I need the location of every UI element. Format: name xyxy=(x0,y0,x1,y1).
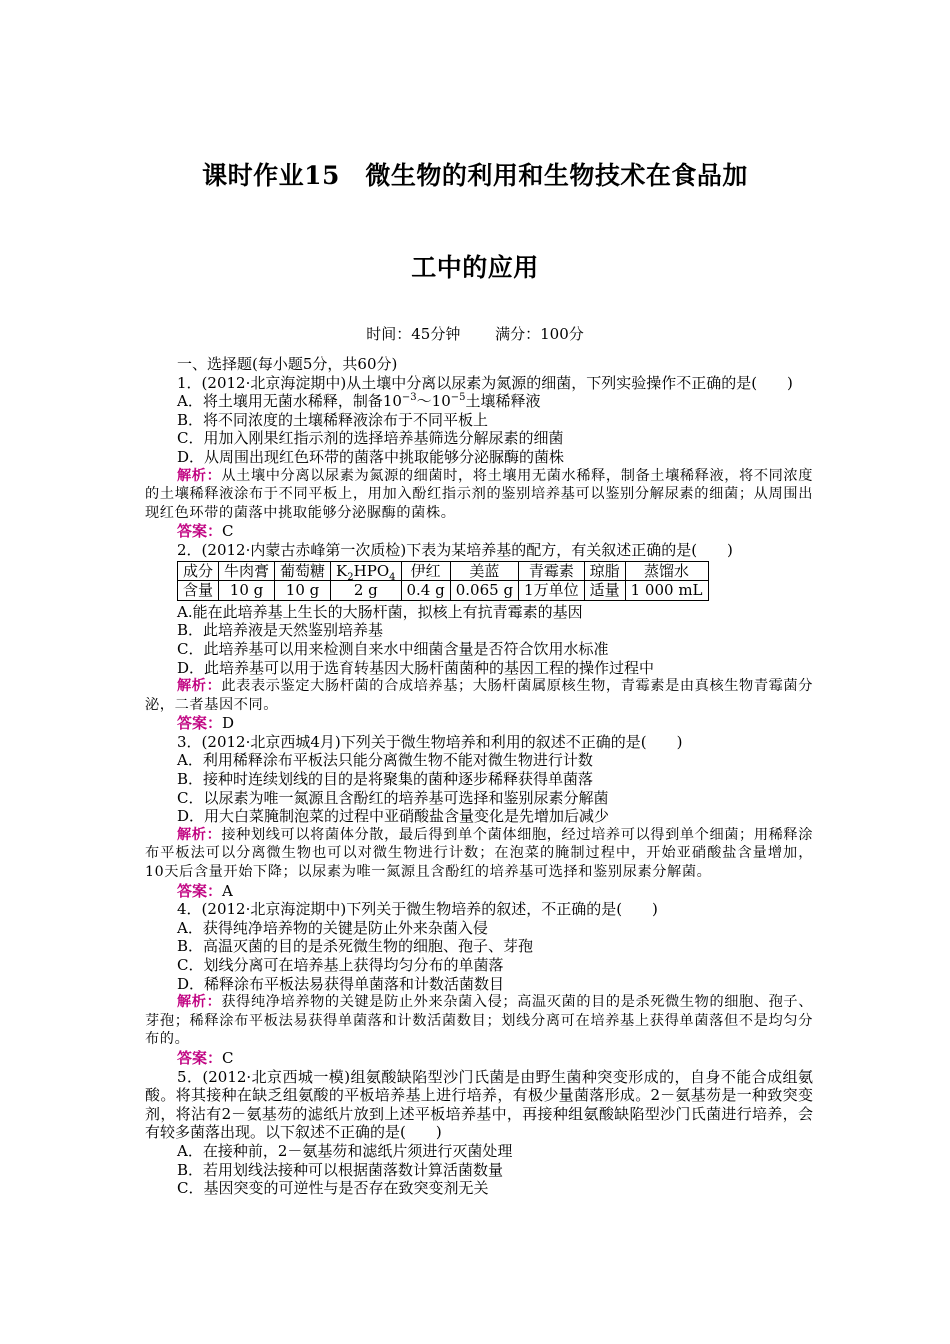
q2-answer-value: D xyxy=(222,714,235,733)
q1-answer xyxy=(145,522,813,541)
document-body xyxy=(145,355,813,1198)
table-cell: 蒸馏水 xyxy=(625,561,708,581)
q5-option-c: C．基因突变的可逆性与是否存在致突变剂无关 xyxy=(177,1179,489,1198)
table-cell: 牛肉膏 xyxy=(219,561,275,581)
q4-analysis-text: 获得纯净培养物的关键是防止外来杂菌入侵；高温灭菌的目的是杀死微生物的细胞、孢子、芽孢；稀释涂布平板法易获得单菌落和计数活菌数目；划线分离可在培养基上获得单菌落但不是均匀分布的。 xyxy=(145,994,813,1048)
table-cell: 伊红 xyxy=(401,561,450,581)
q1-a-mid: ～10 xyxy=(416,392,451,411)
q4-analysis xyxy=(145,993,813,1049)
q2-analysis-text: 此表表示鉴定大肠杆菌的合成培养基；大肠杆菌属原核生物，青霉素是由真核生物青霉菌分泌，二者基因不同。 xyxy=(145,678,813,713)
q5-option-b: B．若用划线法接种可以根据菌落数计算活菌数量 xyxy=(177,1160,504,1179)
table-cell: 美蓝 xyxy=(450,561,518,581)
q1-a-exp1: −3 xyxy=(401,392,417,404)
table-cell: 0.065 g xyxy=(450,581,518,601)
q1-option-b: B．将不同浓度的土壤稀释液涂布于不同平板上 xyxy=(177,410,489,429)
answer-label: 答案： xyxy=(177,881,223,900)
q3-option-c: C．以尿素为唯一氮源且含酚红的培养基可选择和鉴别尿素分解菌 xyxy=(177,788,609,807)
page-title-line-1: 课时作业15 微生物的利用和生物技术在食品加 xyxy=(202,161,748,190)
q5-option-a: A．在接种前，2－氨基芴和滤纸片须进行灭菌处理 xyxy=(177,1141,513,1160)
page-title-line-2: 工中的应用 xyxy=(411,253,539,282)
q1-stem: 1．(2012·北京海淀期中)从土壤中分离以尿素为氮源的细菌，下列实验操作不正确的是( ) xyxy=(177,373,793,392)
q3-analysis-text: 接种划线可以将菌体分散，最后得到单个菌体细胞，经过培养可以得到单个细菌；用稀释涂布平板法可以分离微生物也可以对微生物进行计数；在泡菜的腌制过程中，开始亚硝酸盐含量增加，10天后含量开始下降；以尿素为唯一氮源且含酚红的培养基可选择和鉴别尿素分解菌。 xyxy=(145,826,813,881)
answer-label: 答案： xyxy=(177,714,223,733)
q2-option-b: B．此培养液是天然鉴别培养基 xyxy=(177,621,384,640)
answer-label: 答案： xyxy=(177,522,223,541)
table-cell: 0.4 g xyxy=(401,581,450,601)
q2-analysis xyxy=(145,677,813,714)
q3-option-d: D．用大白菜腌制泡菜的过程中亚硝酸盐含量变化是先增加后减少 xyxy=(177,807,610,826)
table-cell: 成分 xyxy=(178,561,219,581)
time-limit: 时间：45分钟 xyxy=(366,325,461,343)
table-cell: 1万单位 xyxy=(519,581,585,601)
q2-option-a: A.能在此培养基上生长的大肠杆菌，拟核上有抗青霉素的基因 xyxy=(177,602,583,621)
q3-analysis xyxy=(145,826,813,882)
q1-analysis xyxy=(145,467,813,523)
q4-answer-value: C xyxy=(222,1048,234,1067)
analysis-label: 解析： xyxy=(177,994,222,1011)
q3-answer-value: A xyxy=(222,881,233,900)
q2-option-d: D．此培养基可以用于选育转基因大肠杆菌菌种的基因工程的操作过程中 xyxy=(177,658,655,677)
formula-k: K xyxy=(336,561,348,580)
formula-sub-2: 2 xyxy=(347,571,354,583)
table-cell: 10 g xyxy=(275,581,331,601)
q4-stem: 4．(2012·北京海淀期中)下列关于微生物培养的叙述，不正确的是( ) xyxy=(177,900,658,919)
table-cell: 适量 xyxy=(584,581,625,601)
q1-answer-value: C xyxy=(222,522,234,541)
table-cell-k2hpo4 xyxy=(331,561,401,581)
q1-analysis-text: 从土壤中分离以尿素为氮源的细菌时，将土壤用无菌水稀释，制备土壤稀释液，将不同浓度的土壤稀释液涂布于不同平板上，用加入酚红指示剂的鉴别培养基可以鉴别分解尿素的细菌；从周围出现红色环带的菌落中挑取能够分泌脲酶的菌株。 xyxy=(145,467,813,521)
table-cell: 含量 xyxy=(178,581,219,601)
table-row xyxy=(178,561,709,581)
q2-answer xyxy=(145,714,813,733)
q1-option-a xyxy=(145,392,813,411)
exam-meta xyxy=(0,323,950,344)
analysis-label: 解析： xyxy=(177,467,222,484)
table-cell: 葡萄糖 xyxy=(275,561,331,581)
q4-option-b: B．高温灭菌的目的是杀死微生物的细胞、孢子、芽孢 xyxy=(177,937,534,956)
table-cell: 10 g xyxy=(219,581,275,601)
answer-label: 答案： xyxy=(177,1048,223,1067)
q1-a-pre: A．将土壤用无菌水稀释，制备10 xyxy=(177,392,402,411)
q1-a-post: 土壤稀释液 xyxy=(465,392,541,411)
q3-answer xyxy=(145,882,813,901)
q5-stem: 5．(2012·北京西城一模)组氨酸缺陷型沙门氏菌是由野生菌种突变形成的，自身不能合成组氨酸。将其接种在缺乏组氨酸的平板培养基上进行培养，有极少量菌落形成。2－氨基芴是一种致突变剂，将沾有2－氨基芴的滤纸片放到上述平板培养基中，再接种组氨酸缺陷型沙门氏菌进行培养，会有较多菌落出现。以下叙述不正确的是( ) xyxy=(145,1067,813,1142)
q1-a-exp2: −5 xyxy=(450,392,466,404)
q1-option-d: D．从周围出现红色环带的菌落中挑取能够分泌脲酶的菌株 xyxy=(177,447,565,466)
q4-answer xyxy=(145,1049,813,1068)
q2-option-c: C．此培养基可以用来检测自来水中细菌含量是否符合饮用水标准 xyxy=(177,639,609,658)
table-cell: 2 g xyxy=(331,581,401,601)
q3-option-a: A．利用稀释涂布平板法只能分离微生物不能对微生物进行计数 xyxy=(177,751,593,770)
q4-option-c: C．划线分离可在培养基上获得均匀分布的单菌落 xyxy=(177,956,504,974)
formula-sub-4: 4 xyxy=(389,571,396,583)
section-heading: 一、选择题(每小题5分，共60分) xyxy=(177,355,398,373)
q1-option-c: C．用加入刚果红指示剂的选择培养基筛选分解尿素的细菌 xyxy=(177,429,564,448)
q2-stem: 2．(2012·内蒙古赤峰第一次质检)下表为某培养基的配方，有关叙述正确的是( ) xyxy=(177,540,733,559)
table-cell: 青霉素 xyxy=(519,561,585,581)
q4-option-d: D．稀释涂布平板法易获得单菌落和计数活菌数目 xyxy=(177,974,505,993)
q4-option-a: A．获得纯净培养物的关键是防止外来杂菌入侵 xyxy=(177,918,488,937)
full-score: 满分：100分 xyxy=(495,325,584,343)
table-cell: 琼脂 xyxy=(584,561,625,581)
formula-hpo: HPO xyxy=(353,561,390,580)
analysis-label: 解析： xyxy=(177,826,222,843)
analysis-label: 解析： xyxy=(177,678,222,695)
medium-recipe-table xyxy=(177,561,709,601)
q3-option-b: B．接种时连续划线的目的是将聚集的菌种逐步稀释获得单菌落 xyxy=(177,770,594,789)
table-row xyxy=(178,581,709,601)
q3-stem: 3．(2012·北京西城4月)下列关于微生物培养和利用的叙述不正确的是( ) xyxy=(177,732,683,751)
table-cell: 1 000 mL xyxy=(625,581,708,601)
